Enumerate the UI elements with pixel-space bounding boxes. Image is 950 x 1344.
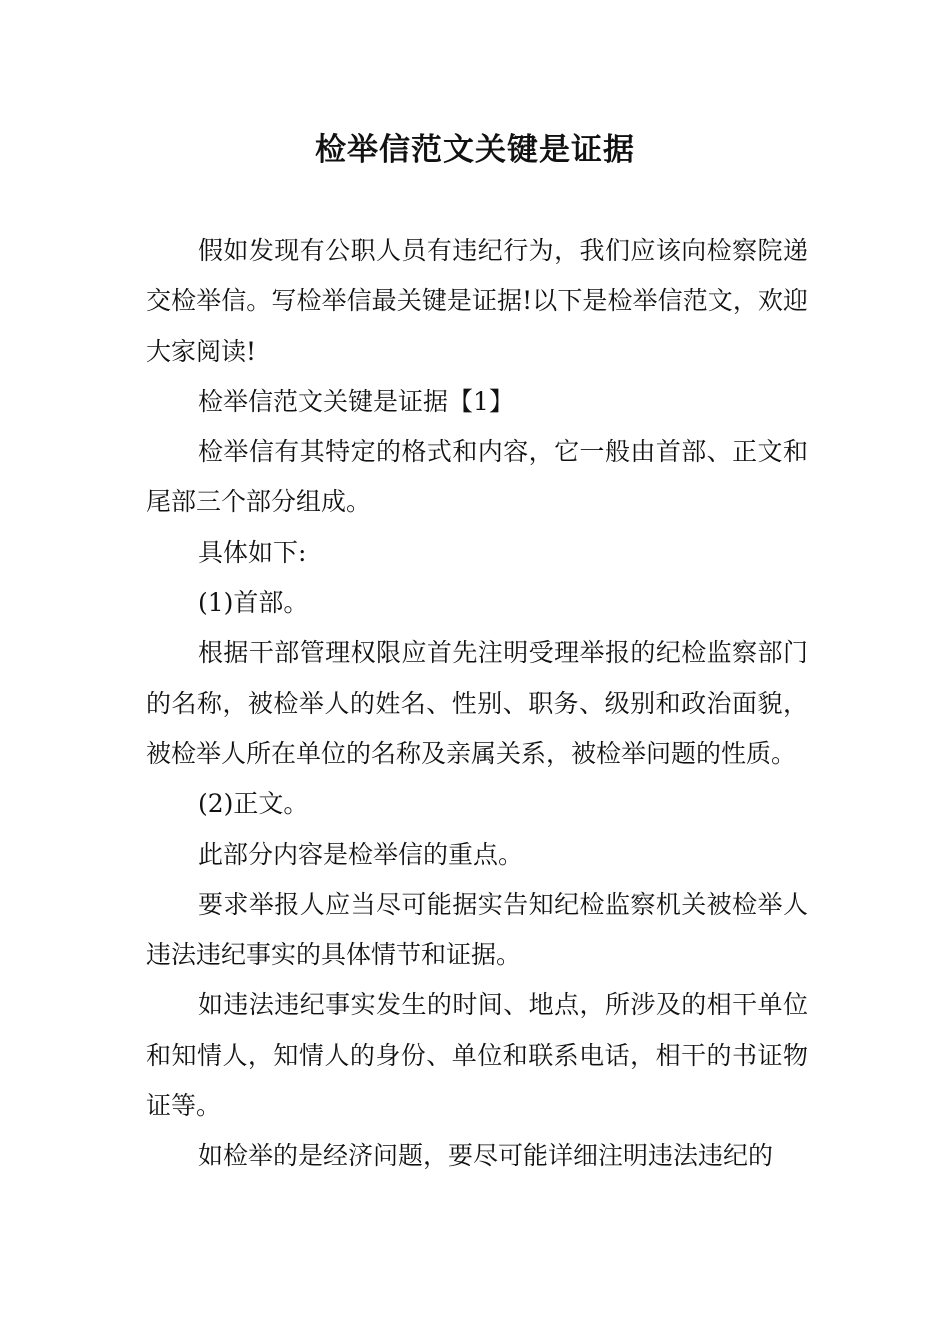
paragraph-section-heading: 检举信范文关键是证据【1】 bbox=[198, 386, 514, 416]
paragraph-economic-issues: 如检举的是经济问题，要尽可能详细注明违法违纪的 bbox=[198, 1141, 774, 1171]
paragraph-format-overview: 检举信有其特定的格式和内容，它一般由首部、正文和尾部三个部分组成。 bbox=[146, 437, 808, 517]
paragraph-details-lead: 具体如下: bbox=[198, 537, 307, 567]
paragraph-intro: 假如发现有公职人员有违纪行为，我们应该向检察院递交检举信。写检举信最关键是证据!以下是检举信范文，欢迎大家阅读! bbox=[146, 236, 808, 366]
paragraph-header-content: 根据干部管理权限应首先注明受理举报的纪检监察部门的名称，被检举人的姓名、性别、职务、级别和政治面貌，被检举人所在单位的名称及亲属关系，被检举问题的性质。 bbox=[146, 638, 808, 768]
paragraph-header-label: (1)首部。 bbox=[198, 588, 309, 618]
document-title: 检举信范文关键是证据 bbox=[315, 132, 635, 168]
paragraph-body-focus: 此部分内容是检举信的重点。 bbox=[198, 839, 524, 869]
paragraph-body-requirements: 要求举报人应当尽可能据实告知纪检监察机关被检举人违法违纪事实的具体情节和证据。 bbox=[146, 889, 808, 970]
paragraph-body-examples: 如违法违纪事实发生的时间、地点，所涉及的相干单位和知情人，知情人的身份、单位和联系电话，相干的书证物证等。 bbox=[146, 990, 808, 1121]
document-body bbox=[146, 226, 808, 1182]
paragraph-body-label: (2)正文。 bbox=[198, 789, 309, 819]
